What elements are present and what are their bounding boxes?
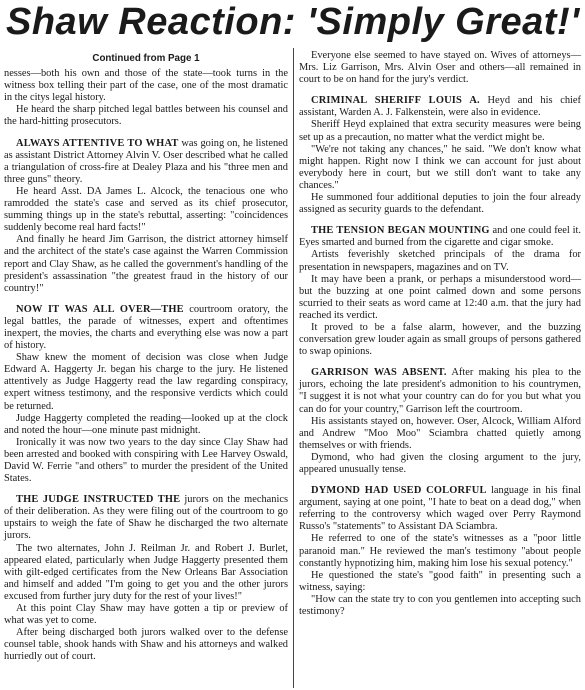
paragraph-text: His assistants stayed on, however. Oser, Alcock, William Alford and Andrew "Moo Moo" Sciambra chatted quietly among themselves or with friends.: [299, 415, 581, 451]
paragraph-text: jurors on the mechanics of their deliberation. As they were filing out of the courtroom to go upstairs to weigh the fate of Shaw he discharged the two alternate jurors.: [4, 494, 288, 542]
right-column: [299, 50, 581, 618]
paragraph-text: Sheriff Heyd explained that extra security measures were being set up as a precaution, no matter what the verdict might be.: [299, 119, 581, 143]
paragraph-text: It proved to be a false alarm, however, and the buzzing conversation grew louder again as small groups of persons gathered to swap opinions.: [299, 321, 581, 358]
paragraph: [4, 543, 288, 603]
paragraph: [299, 367, 581, 415]
paragraph-text: It may have been a prank, or perhaps a misunderstood word—but the buzzing at one point calmed down and some persons scurried to their seats as word came at 12:40 a.m. that the jury had reached its verdict.: [299, 273, 581, 321]
paragraph-text: He heard Asst. DA James L. Alcock, the tenacious one who ramrodded the state's case and served as its chief prosecutor, summing things up in the state's rebuttal, asserting: "coincidences suddenly become real hard facts!": [4, 185, 288, 234]
section-lead: CRIMINAL SHERIFF LOUIS A.: [311, 95, 480, 107]
right-column-body: [299, 50, 581, 618]
paragraph: [4, 104, 288, 128]
paragraph: [299, 192, 581, 216]
paragraph: [4, 494, 288, 542]
section-lead: THE TENSION BEGAN MOUNTING: [311, 225, 490, 237]
paragraph-text: language in his final argument, saying at one point, "I hate to beat on a dead dog," when referring to the controversy which waged over Perry Raymond Russo's "statements" to Assistant DA Sciambra.: [299, 485, 581, 533]
paragraph-text: Dymond, who had given the closing argument to the jury, appeared unusually tense.: [299, 451, 581, 475]
paragraph-text: He questioned the state's "good faith" in presenting such a witness, saying:: [299, 569, 581, 593]
paragraph-text: He summoned four additional deputies to join the four already assigned as security guards to the defendant.: [299, 192, 581, 216]
paragraph: [299, 119, 581, 143]
paragraph: [4, 352, 288, 412]
paragraph: [4, 138, 288, 186]
section-lead: THE JUDGE INSTRUCTED THE: [16, 494, 181, 506]
paragraph-text: courtroom oratory, the legal battles, the parade of witnesses, expert and oftentimes inexpert, the movies, the charts and everything else was now a part of history.: [4, 303, 288, 352]
paragraph-text: And finally he heard Jim Garrison, the district attorney himself and the architect of the state's case against the Warren Commission report and Clay Shaw, as he called the government's handling of the president's assassination "the greatest fraud in the history of our country!": [4, 234, 288, 294]
paragraph-text: After making his plea to the jurors, echoing the late president's admonition to his countrymen, "I suggest it is not what your country can do for you but what you can do for your country," Garrison left the courtroom.: [299, 367, 582, 415]
left-column: [4, 50, 288, 664]
paragraph: [4, 437, 288, 485]
paragraph: [299, 533, 581, 569]
paragraph: [4, 68, 288, 104]
paragraph: [299, 50, 581, 86]
paragraph-text: The two alternates, John J. Reilman Jr. and Robert J. Burlet, appeared elated, particularly when Judge Haggerty presented them with gilt-edged certificates from the New Orleans Bar Association and himself and added "I'm going to get you and the other jurors excused from further jury duty for the rest of your lives!": [4, 542, 288, 602]
section-lead: NOW IT WAS ALL OVER—THE: [16, 303, 184, 315]
paragraph: [4, 603, 288, 627]
paragraph-text: and one could feel it. Eyes smarted and burned from the cigarette and cigar smoke.: [299, 225, 581, 249]
section-gap: [299, 358, 581, 367]
paragraph: [4, 627, 288, 663]
paragraph-text: nesses—both his own and those of the state—took turns in the witness box telling their part of the case, one of the most dramatic in the citys legal history.: [4, 68, 288, 104]
paragraph: [299, 249, 581, 273]
section-lead: ALWAYS ATTENTIVE TO WHAT: [16, 137, 179, 149]
left-column-body: [4, 68, 288, 663]
paragraph: [299, 274, 581, 322]
paragraph-text: Artists feverishly sketched principals of the drama for presentation in newspapers, magazines and on TV.: [299, 249, 581, 273]
paragraph: [4, 234, 288, 294]
section-gap: [299, 216, 581, 225]
paragraph: [299, 416, 581, 452]
paragraph: [299, 452, 581, 476]
section-lead: DYMOND HAD USED COLORFUL: [311, 485, 487, 497]
paragraph: [299, 322, 581, 358]
section-gap: [299, 86, 581, 95]
paragraph-text: He heard the sharp pitched legal battles between his counsel and the hard-hitting prosecutors.: [4, 104, 288, 128]
paragraph-text: Everyone else seemed to have stayed on. Wives of attorneys—Mrs. Liz Garrison, Mrs. Alvin Oser and others—all remained in court to be on hand for the jury's verdict.: [299, 50, 581, 86]
paragraph: [299, 570, 581, 594]
paragraph: [299, 95, 581, 119]
headline: Shaw Reaction: 'Simply Great!': [6, 1, 580, 43]
column-divider: [293, 48, 294, 688]
paragraph-text: was going on, he listened as assistant District Attorney Alvin V. Oser described what he called a triangulation of cross-fire at Dealey Plaza and his "three men and three guns" theory.: [4, 137, 288, 185]
paragraph: [299, 225, 581, 249]
section-lead: GARRISON WAS ABSENT.: [311, 367, 447, 379]
section-gap: [4, 129, 288, 138]
paragraph-text: "How can the state try to con you gentlemen into accepting such testimony?: [299, 593, 581, 618]
paragraph-text: Shaw knew the moment of decision was close when Judge Edward A. Haggerty Jr. began his charge to the jury. He listened attentively as Judge Haggerty read the law regarding conspiracy, expert witness testimony, and the responsive verdicts which could be returned.: [4, 352, 288, 412]
paragraph-text: He referred to one of the state's witnesses as a "poor little paranoid man." He reviewed the man's testimony "about people constantly hypnotizing him, making him lose his sexual potency.": [299, 533, 581, 569]
paragraph-text: Judge Haggerty completed the reading—looked up at the clock and noted the hour—one minute past midnight.: [4, 412, 288, 436]
paragraph-text: After being discharged both jurors walked over to the defense counsel table, shook hands with Shaw and his attorneys and walked hurriedly out of court.: [4, 627, 288, 663]
paragraph: [299, 485, 581, 533]
paragraph-text: At this point Clay Shaw may have gotten a tip or preview of what was yet to come.: [4, 603, 288, 627]
section-gap: [299, 476, 581, 485]
continued-label: Continued from Page 1: [92, 53, 200, 64]
section-gap: [4, 295, 288, 304]
paragraph-text: "We're not taking any chances," he said. "We don't know what might happen. Right now I think we can account for just about everybody here in court, but we still don't want to take any chances.": [299, 143, 581, 191]
paragraph-text: Heyd and his chief assistant, Warden A. J. Falkenstein, were also in evidence.: [299, 95, 581, 119]
paragraph-text: Ironically it was now two years to the day since Clay Shaw had been arrested and booked with conspiring with Lee Harvey Oswald, David W. Ferrie "and others" to murder the president of the United States.: [4, 436, 288, 485]
paragraph: [4, 304, 288, 352]
paragraph: [299, 144, 581, 192]
paragraph: [299, 594, 581, 618]
paragraph: [4, 413, 288, 437]
paragraph: [4, 186, 288, 234]
section-gap: [4, 485, 288, 494]
